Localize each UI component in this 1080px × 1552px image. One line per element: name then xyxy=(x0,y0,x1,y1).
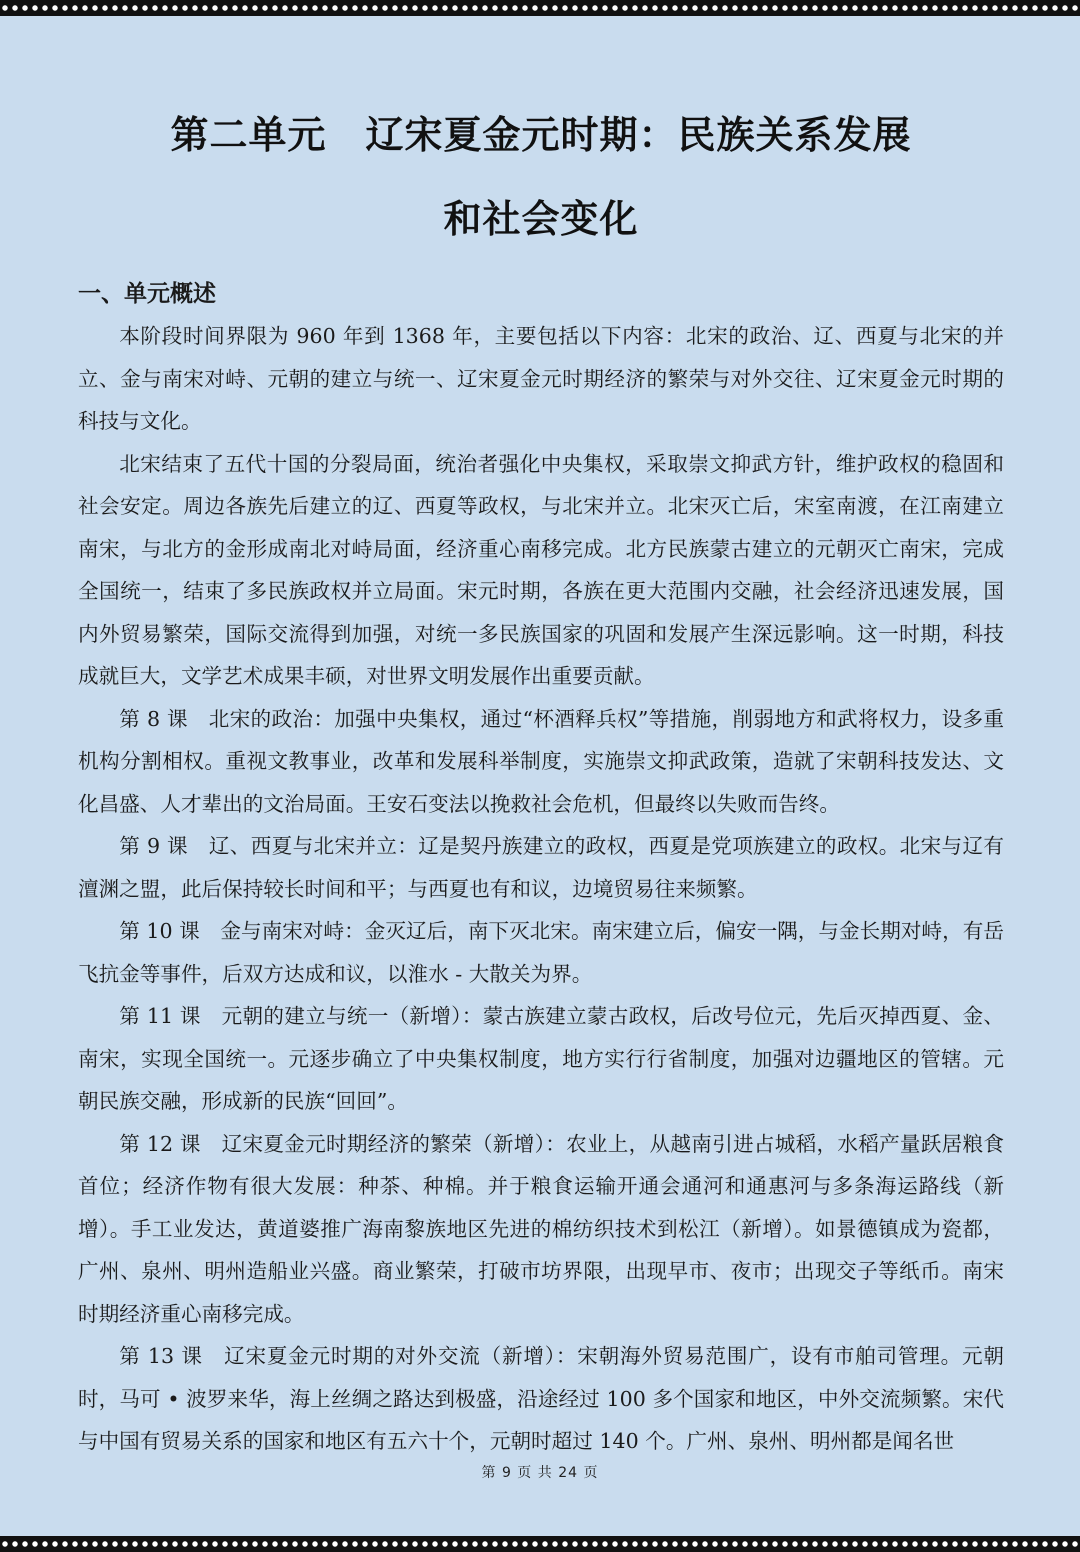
paragraph-period-summary: 北宋结束了五代十国的分裂局面，统治者强化中央集权，采取崇文抑武方针，维护政权的稳固和社会安定。周边各族先后建立的辽、西夏等政权，与北宋并立。北宋灭亡后，宋室南渡，在江南建立南宋，与北方的金形成南北对峙局面，经济重心南移完成。北方民族蒙古建立的元朝灭亡南宋，完成全国统一，结束了多民族政权并立局面。宋元时期，各族在更大范围内交融，社会经济迅速发展，国内外贸易繁荣，国际交流得到加强，对统一多民族国家的巩固和发展产生深远影响。这一时期，科技成就巨大，文学艺术成果丰硕，对世界文明发展作出重要贡献。 xyxy=(78,451,1004,688)
paragraph-lesson-9: 第 9 课 辽、西夏与北宋并立：辽是契丹族建立的政权，西夏是党项族建立的政权。北宋与辽有澶渊之盟，此后保持较长时间和平；与西夏也有和议，边境贸易往来频繁。 xyxy=(78,834,1004,901)
overview-body xyxy=(78,315,1004,1463)
page-number-footer: 第 9 页 共 24 页 xyxy=(481,1465,599,1481)
unit-title-line-1: 第二单元 辽宋夏金元时期：民族关系发展 xyxy=(170,113,912,157)
section-heading-overview: 一、单元概述 xyxy=(78,281,216,307)
paragraph-lesson-11: 第 11 课 元朝的建立与统一（新增）：蒙古族建立蒙古政权，后改号位元，先后灭掉西夏、金、南宋，实现全国统一。元逐步确立了中央集权制度，地方实行行省制度，加强对边疆地区的管辖。元朝民族交融，形成新的民族“回回”。 xyxy=(78,1004,1004,1113)
paragraph-time-scope: 本阶段时间界限为 960 年到 1368 年，主要包括以下内容：北宋的政治、辽、西夏与北宋的并立、金与南宋对峙、元朝的建立与统一、辽宋夏金元时期经济的繁荣与对外交往、辽宋夏金元时期的科技与文化。 xyxy=(78,324,1004,433)
paragraph-lesson-8: 第 8 课 北宋的政治：加强中央集权，通过“杯酒释兵权”等措施，削弱地方和武将权力，设多重机构分割相权。重视文教事业，改革和发展科举制度，实施崇文抑武政策，造就了宋朝科技发达、文化昌盛、人才辈出的文治局面。王安石变法以挽救社会危机，但最终以失败而告终。 xyxy=(78,706,1004,816)
paragraph-lesson-13: 第 13 课 辽宋夏金元时期的对外交流（新增）：宋朝海外贸易范围广，设有市舶司管理。元朝时，马可 • 波罗来华，海上丝绸之路达到极盛，沿途经过 100 多个国家和地区，中外交流频繁。宋代与中国有贸易关系的国家和地区有五六十个，元朝时超过 140 个。广州、泉州、明州都是闻名世 xyxy=(78,1344,1004,1453)
paragraph-lesson-12: 第 12 课 辽宋夏金元时期经济的繁荣（新增）：农业上，从越南引进占城稻，水稻产量跃居粮食首位；经济作物有很大发展：种茶、种棉。并于粮食运输开通会通河和通惠河与多条海运路线（新增）。手工业发达，黄道婆推广海南黎族地区先进的棉纺织技术到松江（新增）。如景德镇成为瓷都，广州、泉州、明州造船业兴盛。商业繁荣，打破市坊界限，出现早市、夜市；出现交子等纸币。南宋时期经济重心南移完成。 xyxy=(78,1131,1004,1326)
film-strip-bottom-border xyxy=(0,1536,1080,1552)
unit-title-line-2: 和社会变化 xyxy=(443,197,639,241)
paragraph-lesson-10: 第 10 课 金与南宋对峙：金灭辽后，南下灭北宋。南宋建立后，偏安一隅，与金长期对峙，有岳飞抗金等事件，后双方达成和议，以淮水 - 大散关为界。 xyxy=(78,919,1004,986)
film-strip-top-border xyxy=(0,0,1080,16)
